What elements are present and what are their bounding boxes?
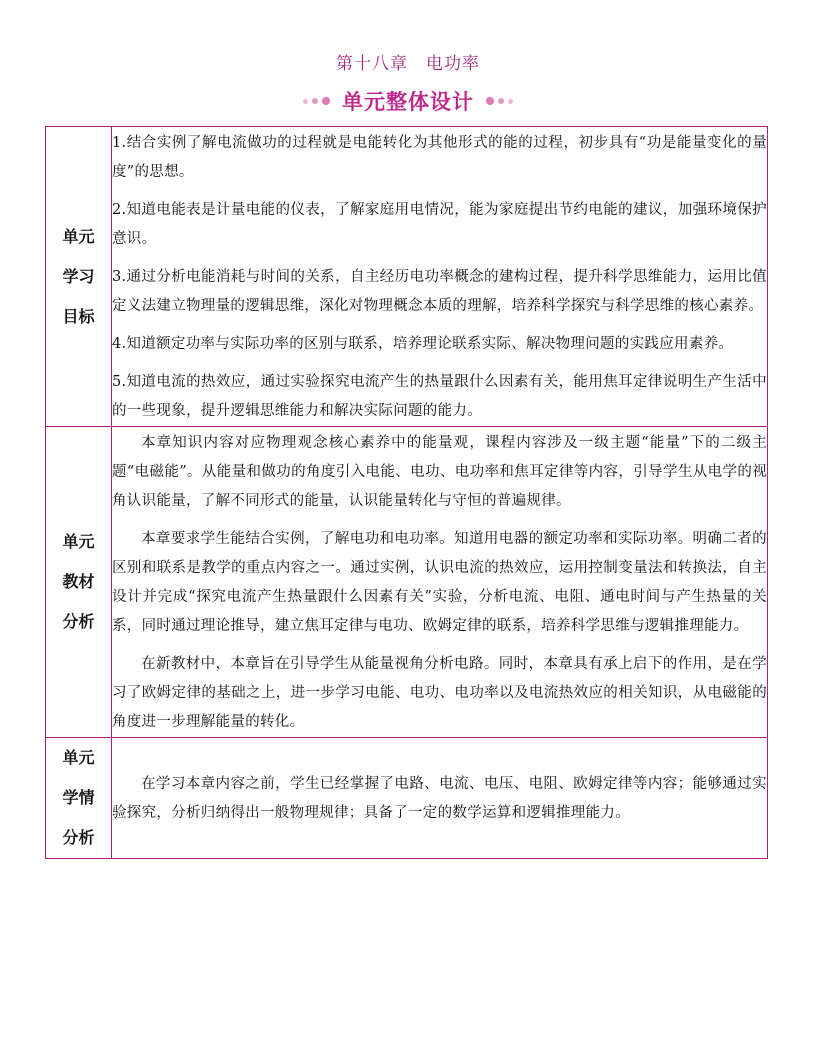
row-header-line: 目标 — [62, 306, 95, 326]
left-dots-decoration — [303, 97, 330, 105]
row-header-line: 单元 — [62, 748, 95, 767]
students-content — [112, 738, 768, 859]
right-dots-decoration — [486, 97, 513, 105]
row-header-line: 单元 — [62, 532, 95, 551]
students-paragraph-1: 在学习本章内容之前，学生已经掌握了电路、电流、电压、电阻、欧姆定律等内容；能够通过实验探究，分析归纳得出一般物理规律；具备了一定的数学运算和逻辑推理能力。 — [112, 776, 767, 821]
row-header-line: 教材 — [62, 572, 95, 591]
row-header-students — [46, 738, 112, 859]
row-header-line: 分析 — [62, 612, 95, 631]
row-header-goals — [46, 127, 112, 427]
row-header-line: 分析 — [62, 828, 95, 847]
materials-content — [112, 427, 768, 738]
row-header-line: 单元 — [62, 226, 95, 246]
goal-item-1: 1.结合实例了解电流做功的过程就是电能转化为其他形式的能的过程，初步具有“功是能量变化的量度”的思想。 — [112, 135, 767, 180]
chapter-title: 第十八章 电功率 — [336, 54, 480, 74]
row-header-materials — [46, 427, 112, 738]
unit-design-table — [45, 126, 768, 859]
materials-paragraph-3: 在新教材中，本章旨在引导学生从能量视角分析电路。同时，本章具有承上启下的作用，是在学习了欧姆定律的基础之上，进一步学习电能、电功、电功率以及电流热效应的相关知识，从电磁能的角度进一步理解能量的转化。 — [112, 656, 767, 730]
materials-paragraph-1: 本章知识内容对应物理观念核心素养中的能量观，课程内容涉及一级主题“能量”下的二级主题“电磁能”。从能量和做功的角度引入电能、电功、电功率和焦耳定律等内容，引导学生从电学的视角认识能量，了解不同形式的能量，认识能量转化与守恒的普遍规律。 — [112, 435, 767, 509]
section-banner — [0, 86, 816, 116]
table-row-materials — [46, 427, 768, 738]
row-header-line: 学情 — [62, 788, 95, 807]
goal-item-4: 4.知道额定功率与实际功率的区别与联系，培养理论联系实际、解决物理问题的实践应用素养。 — [112, 336, 734, 352]
section-title: 单元整体设计 — [342, 90, 474, 114]
goal-item-3: 3.通过分析电能消耗与时间的关系，自主经历电功率概念的建构过程，提升科学思维能力，运用比值定义法建立物理量的逻辑思维，深化对物理概念本质的理解，培养科学探究与科学思维的核心素养。 — [112, 269, 767, 314]
table-row-goals — [46, 127, 768, 427]
table-row-students — [46, 738, 768, 859]
goals-content — [112, 127, 768, 427]
row-header-line: 学习 — [62, 266, 95, 286]
goal-item-2: 2.知道电能表是计量电能的仪表，了解家庭用电情况，能为家庭提出节约电能的建议，加强环境保护意识。 — [112, 202, 767, 247]
goal-item-5: 5.知道电流的热效应，通过实验探究电流产生的热量跟什么因素有关，能用焦耳定律说明生产生活中的一些现象，提升逻辑思维能力和解决实际问题的能力。 — [112, 374, 767, 419]
materials-paragraph-2: 本章要求学生能结合实例，了解电功和电功率。知道用电器的额定功率和实际功率。明确二者的区别和联系是教学的重点内容之一。通过实例，认识电流的热效应，运用控制变量法和转换法，自主设计并完成“探究电流产生热量跟什么因素有关”实验，分析电流、电阻、通电时间与产生热量的关系，同时通过理论推导，建立焦耳定律与电功、欧姆定律的联系，培养科学思维与逻辑推理能力。 — [112, 531, 767, 634]
